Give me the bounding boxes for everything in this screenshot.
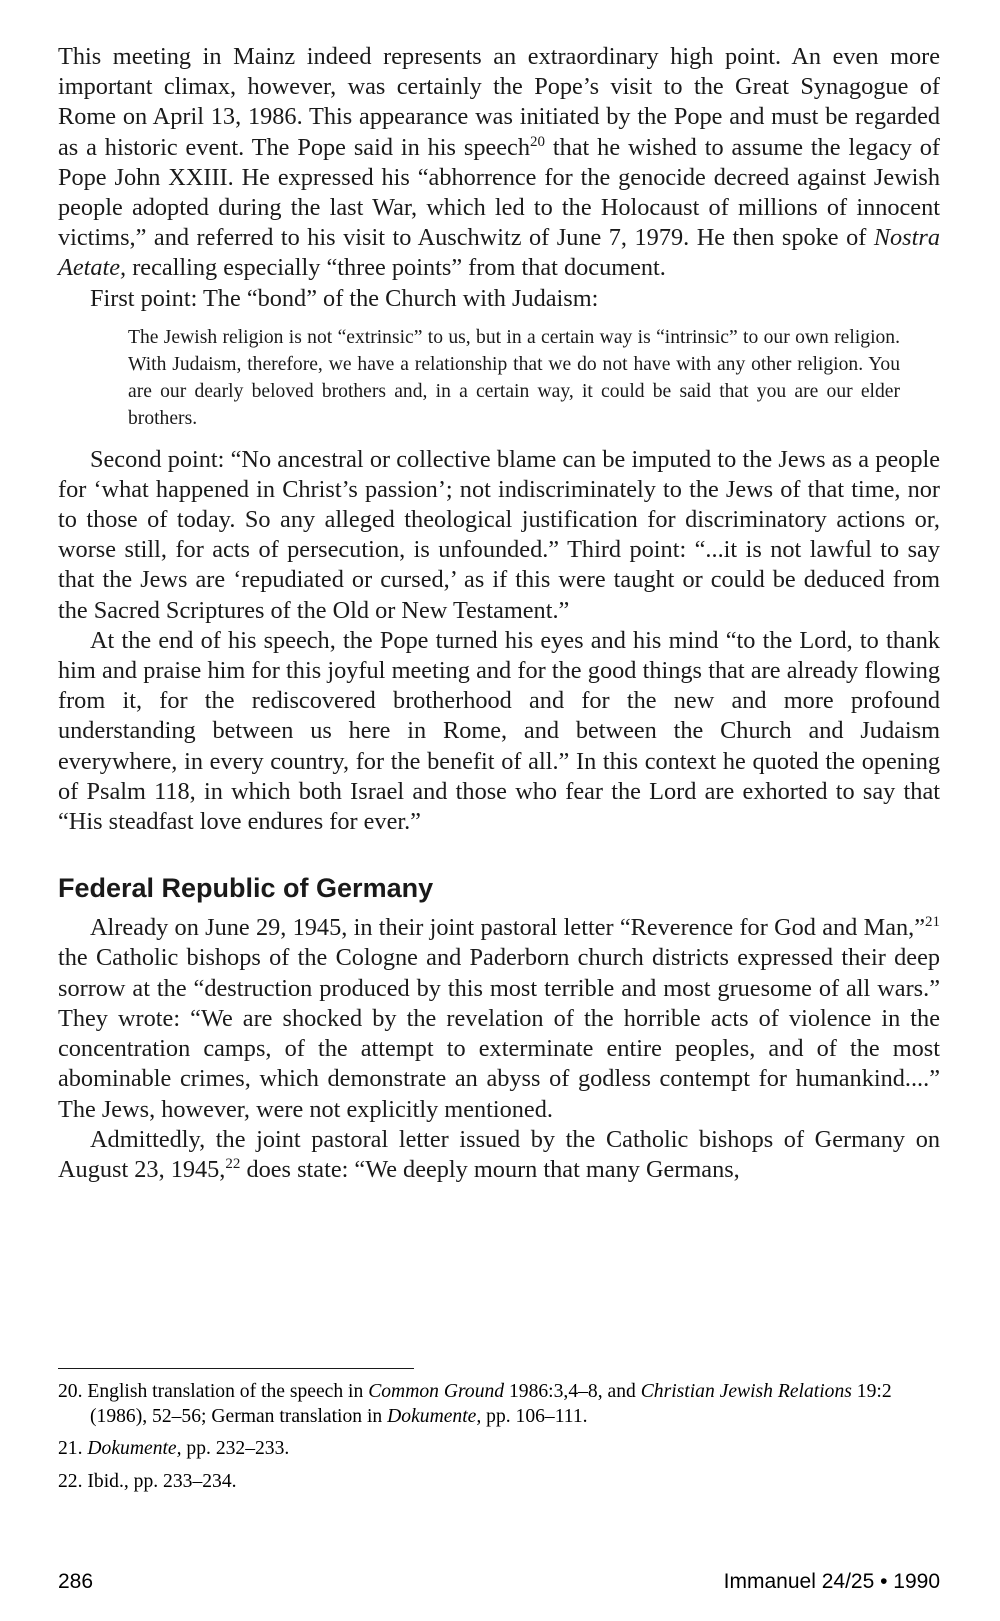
- paragraph-mainz: [58, 42, 940, 284]
- paragraph-admittedly: [58, 1125, 940, 1185]
- footnote-ref-21[interactable]: 21: [925, 914, 940, 931]
- text-run: recalling especially “three points” from that document.: [126, 254, 666, 282]
- footnote-ref-20[interactable]: 20: [529, 133, 545, 150]
- footnote-20: [58, 1380, 940, 1429]
- footnote-ref-22[interactable]: 22: [225, 1155, 241, 1172]
- footnote-number: 21.: [58, 1438, 83, 1459]
- italic-title: Dokumente,: [87, 1438, 182, 1459]
- footnote-21: [58, 1437, 940, 1462]
- footnote-divider: [58, 1368, 414, 1369]
- journal-citation: Immanuel 24/25 • 1990: [723, 1570, 940, 1593]
- italic-title: Dokumente,: [387, 1405, 482, 1427]
- text-run: Ibid., pp. 233–234.: [87, 1470, 237, 1492]
- text-run: This meeting in Mainz indeed represents an extraordinary high point. An even more important climax, however, was certainly the Pope’s visit to the Great Synagogue of Rome on April 13, 1986. This appearance was initiated by the Pope and must be regarded as a historic event. The Pope said in his speech: [58, 43, 940, 161]
- paragraph-pastoral-letter: [58, 913, 940, 1124]
- italic-title: Christian Jewish Relations: [640, 1381, 852, 1402]
- section-heading: Federal Republic of Germany: [58, 873, 434, 904]
- footnote-number: 20.: [58, 1381, 83, 1402]
- text-run: 1986:3,4–8, and: [504, 1381, 641, 1402]
- page-footer: [58, 1570, 940, 1600]
- block-quote: The Jewish religion is not “extrinsic” to us, but in a certain way is “intrinsic” to our own religion. With Judaism, therefore, we have a relationship that we do not have with any other religion. You are our dearly beloved brothers and, in a certain way, it could be said that you are our elder brothers.: [128, 326, 900, 430]
- text-run: that he wished to assume the legacy of Pope John XXIII. He expressed his “abhorrence for the genocide decreed against Jewish people adopted during the last War, which led to the Holocaust of millions of innocent victims,” and referred to his visit to Auschwitz of June 7, 1979. He then spoke of: [58, 133, 941, 252]
- footnote-number: 22.: [58, 1470, 83, 1492]
- paragraph-first-point: First point: The “bond” of the Church with Judaism:: [90, 284, 599, 312]
- text-run: the Catholic bishops of the Cologne and Paderborn church districts expressed their deep sorrow at the “destruction produced by this most terrible and most gruesome of all wars.” They wrote: “We are shocked by the revelation of the horrible acts of violence in the concentration camps, of the attempt to exterminate entire peoples, and of the most abominable crimes, which demonstrate an abyss of godless contempt for humankind....” The Jews, however, were not explicitly mentioned.: [58, 944, 940, 1123]
- text-run: pp. 106–111.: [481, 1405, 588, 1427]
- text-run: does state: “We deeply mourn that many Germans,: [240, 1155, 740, 1183]
- paragraph-second-third-point: Second point: “No ancestral or collective blame can be imputed to the Jews as a people for ‘what happened in Christ’s passion’; not indiscriminately to the Jews of that time, nor to those of today. So any alleged theological justification for discriminatory actions or, worse still, for acts of persecution, is unfounded.” Third point: “...it is not lawful to say that the Jews are ‘repudiated or cursed,’ as if this were taught or could be deduced from the Sacred Scriptures of the Old or New Testament.”: [58, 445, 940, 624]
- text-run: Admittedly, the joint pastoral letter issued by the Catholic bishops of Germany on August 23, 1945,: [58, 1125, 940, 1183]
- text-run: pp. 232–233.: [181, 1438, 290, 1459]
- footnote-22: [58, 1470, 940, 1495]
- italic-title: Common Ground: [368, 1381, 505, 1402]
- text-run: 19:2 (1986), 52–56; German translation in: [90, 1381, 892, 1427]
- page-body: [58, 42, 940, 1185]
- page-number: 286: [58, 1570, 94, 1593]
- footnotes: [58, 1380, 940, 1502]
- text-run: Already on June 29, 1945, in their joint pastoral letter “Reverence for God and Man,”: [90, 914, 925, 942]
- italic-title: Nostra Aetate,: [58, 224, 940, 282]
- text-run: English translation of the speech in: [87, 1381, 369, 1402]
- paragraph-end-of-speech: At the end of his speech, the Pope turned his eyes and his mind “to the Lord, to thank him and praise him for this joyful meeting and for the good things that are already flowing from it, for the rediscovered brotherhood and for the new and more profound understanding between us here in Rome, and between the Church and Judaism everywhere, in every country, for the benefit of all.” In this context he quoted the opening of Psalm 118, in which both Israel and those who fear the Lord are exhorted to say that “His steadfast love endures for ever.”: [58, 626, 940, 836]
